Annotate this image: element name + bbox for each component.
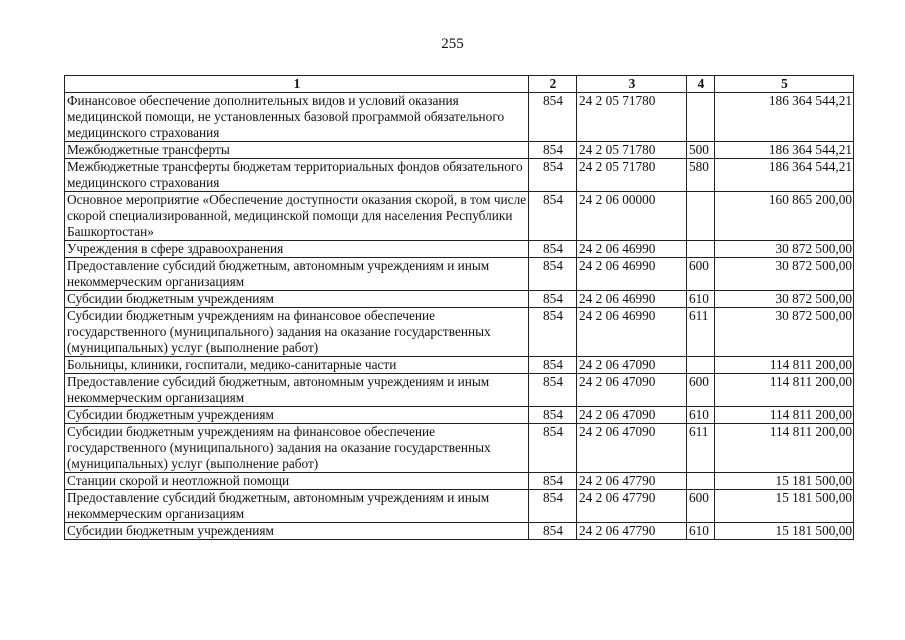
row-amount: 30 872 500,00 (715, 241, 854, 258)
row-expense-type: 600 (687, 374, 715, 407)
row-name: Межбюджетные трансферты бюджетам территориальных фондов обязательного медицинского страхования (65, 159, 529, 192)
row-ministry-code: 854 (529, 374, 577, 407)
table-row (65, 357, 854, 374)
row-ministry-code: 854 (529, 291, 577, 308)
row-name: Субсидии бюджетным учреждениям на финансовое обеспечение государственного (муниципального) задания на оказание государственных (муниципальных) услуг (выполнение работ) (65, 424, 529, 473)
row-name: Станции скорой и неотложной помощи (65, 473, 529, 490)
row-target-article: 24 2 06 46990 (577, 241, 687, 258)
row-amount: 30 872 500,00 (715, 291, 854, 308)
row-name: Субсидии бюджетным учреждениям на финансовое обеспечение государственного (муниципального) задания на оказание государственных (муниципальных) услуг (выполнение работ) (65, 308, 529, 357)
row-ministry-code: 854 (529, 473, 577, 490)
table-row (65, 424, 854, 473)
row-name: Субсидии бюджетным учреждениям (65, 407, 529, 424)
row-expense-type: 611 (687, 308, 715, 357)
row-name: Предоставление субсидий бюджетным, автономным учреждениям и иным некоммерческим организациям (65, 258, 529, 291)
row-name: Межбюджетные трансферты (65, 142, 529, 159)
table-row (65, 407, 854, 424)
row-expense-type (687, 241, 715, 258)
row-amount: 114 811 200,00 (715, 424, 854, 473)
page-number: 255 (441, 36, 464, 52)
table-body (65, 93, 854, 540)
row-ministry-code: 854 (529, 308, 577, 357)
row-target-article: 24 2 06 47790 (577, 490, 687, 523)
row-name: Учреждения в сфере здравоохранения (65, 241, 529, 258)
row-amount: 186 364 544,21 (715, 93, 854, 142)
table-row (65, 93, 854, 142)
table-row (65, 291, 854, 308)
row-ministry-code: 854 (529, 159, 577, 192)
table-row (65, 374, 854, 407)
row-target-article: 24 2 05 71780 (577, 142, 687, 159)
row-ministry-code: 854 (529, 424, 577, 473)
row-expense-type (687, 93, 715, 142)
row-expense-type (687, 192, 715, 241)
row-amount: 30 872 500,00 (715, 308, 854, 357)
row-expense-type: 500 (687, 142, 715, 159)
row-expense-type: 580 (687, 159, 715, 192)
table-row (65, 142, 854, 159)
row-amount: 15 181 500,00 (715, 473, 854, 490)
header-col-2: 2 (529, 76, 577, 93)
row-ministry-code: 854 (529, 407, 577, 424)
row-target-article: 24 2 06 46990 (577, 291, 687, 308)
row-name: Финансовое обеспечение дополнительных видов и условий оказания медицинской помощи, не установленных базовой программой обязательного медицинского страхования (65, 93, 529, 142)
row-target-article: 24 2 06 00000 (577, 192, 687, 241)
header-row (65, 76, 854, 93)
row-ministry-code: 854 (529, 258, 577, 291)
row-ministry-code: 854 (529, 241, 577, 258)
header-col-5: 5 (715, 76, 854, 93)
row-expense-type: 611 (687, 424, 715, 473)
row-ministry-code: 854 (529, 192, 577, 241)
table-row (65, 308, 854, 357)
row-expense-type: 600 (687, 490, 715, 523)
table-row (65, 241, 854, 258)
row-name: Основное мероприятие «Обеспечение доступности оказания скорой, в том числе скорой специализированной, медицинской помощи для населения Республики Башкортостан» (65, 192, 529, 241)
row-target-article: 24 2 06 47090 (577, 357, 687, 374)
row-ministry-code: 854 (529, 93, 577, 142)
table-row (65, 258, 854, 291)
row-amount: 114 811 200,00 (715, 357, 854, 374)
row-target-article: 24 2 06 47090 (577, 424, 687, 473)
row-name: Больницы, клиники, госпитали, медико-санитарные части (65, 357, 529, 374)
row-ministry-code: 854 (529, 357, 577, 374)
row-amount: 15 181 500,00 (715, 523, 854, 540)
row-expense-type (687, 357, 715, 374)
row-ministry-code: 854 (529, 490, 577, 523)
row-amount: 114 811 200,00 (715, 374, 854, 407)
row-name: Субсидии бюджетным учреждениям (65, 291, 529, 308)
table-row (65, 490, 854, 523)
row-ministry-code: 854 (529, 142, 577, 159)
row-expense-type (687, 473, 715, 490)
budget-table (64, 75, 854, 540)
row-name: Предоставление субсидий бюджетным, автономным учреждениям и иным некоммерческим организациям (65, 490, 529, 523)
table-header (65, 76, 854, 93)
table-row (65, 159, 854, 192)
header-col-1: 1 (65, 76, 529, 93)
row-amount: 114 811 200,00 (715, 407, 854, 424)
row-target-article: 24 2 05 71780 (577, 93, 687, 142)
row-amount: 30 872 500,00 (715, 258, 854, 291)
row-amount: 160 865 200,00 (715, 192, 854, 241)
row-target-article: 24 2 05 71780 (577, 159, 687, 192)
header-col-4: 4 (687, 76, 715, 93)
row-ministry-code: 854 (529, 523, 577, 540)
row-amount: 186 364 544,21 (715, 159, 854, 192)
table-row (65, 192, 854, 241)
row-amount: 186 364 544,21 (715, 142, 854, 159)
row-expense-type: 610 (687, 523, 715, 540)
table-row (65, 473, 854, 490)
row-amount: 15 181 500,00 (715, 490, 854, 523)
row-expense-type: 610 (687, 407, 715, 424)
header-col-3: 3 (577, 76, 687, 93)
row-target-article: 24 2 06 47090 (577, 374, 687, 407)
row-expense-type: 610 (687, 291, 715, 308)
row-name: Субсидии бюджетным учреждениям (65, 523, 529, 540)
row-target-article: 24 2 06 47790 (577, 473, 687, 490)
row-target-article: 24 2 06 47090 (577, 407, 687, 424)
row-name: Предоставление субсидий бюджетным, автономным учреждениям и иным некоммерческим организациям (65, 374, 529, 407)
row-target-article: 24 2 06 47790 (577, 523, 687, 540)
row-target-article: 24 2 06 46990 (577, 308, 687, 357)
row-target-article: 24 2 06 46990 (577, 258, 687, 291)
row-expense-type: 600 (687, 258, 715, 291)
table-row (65, 523, 854, 540)
